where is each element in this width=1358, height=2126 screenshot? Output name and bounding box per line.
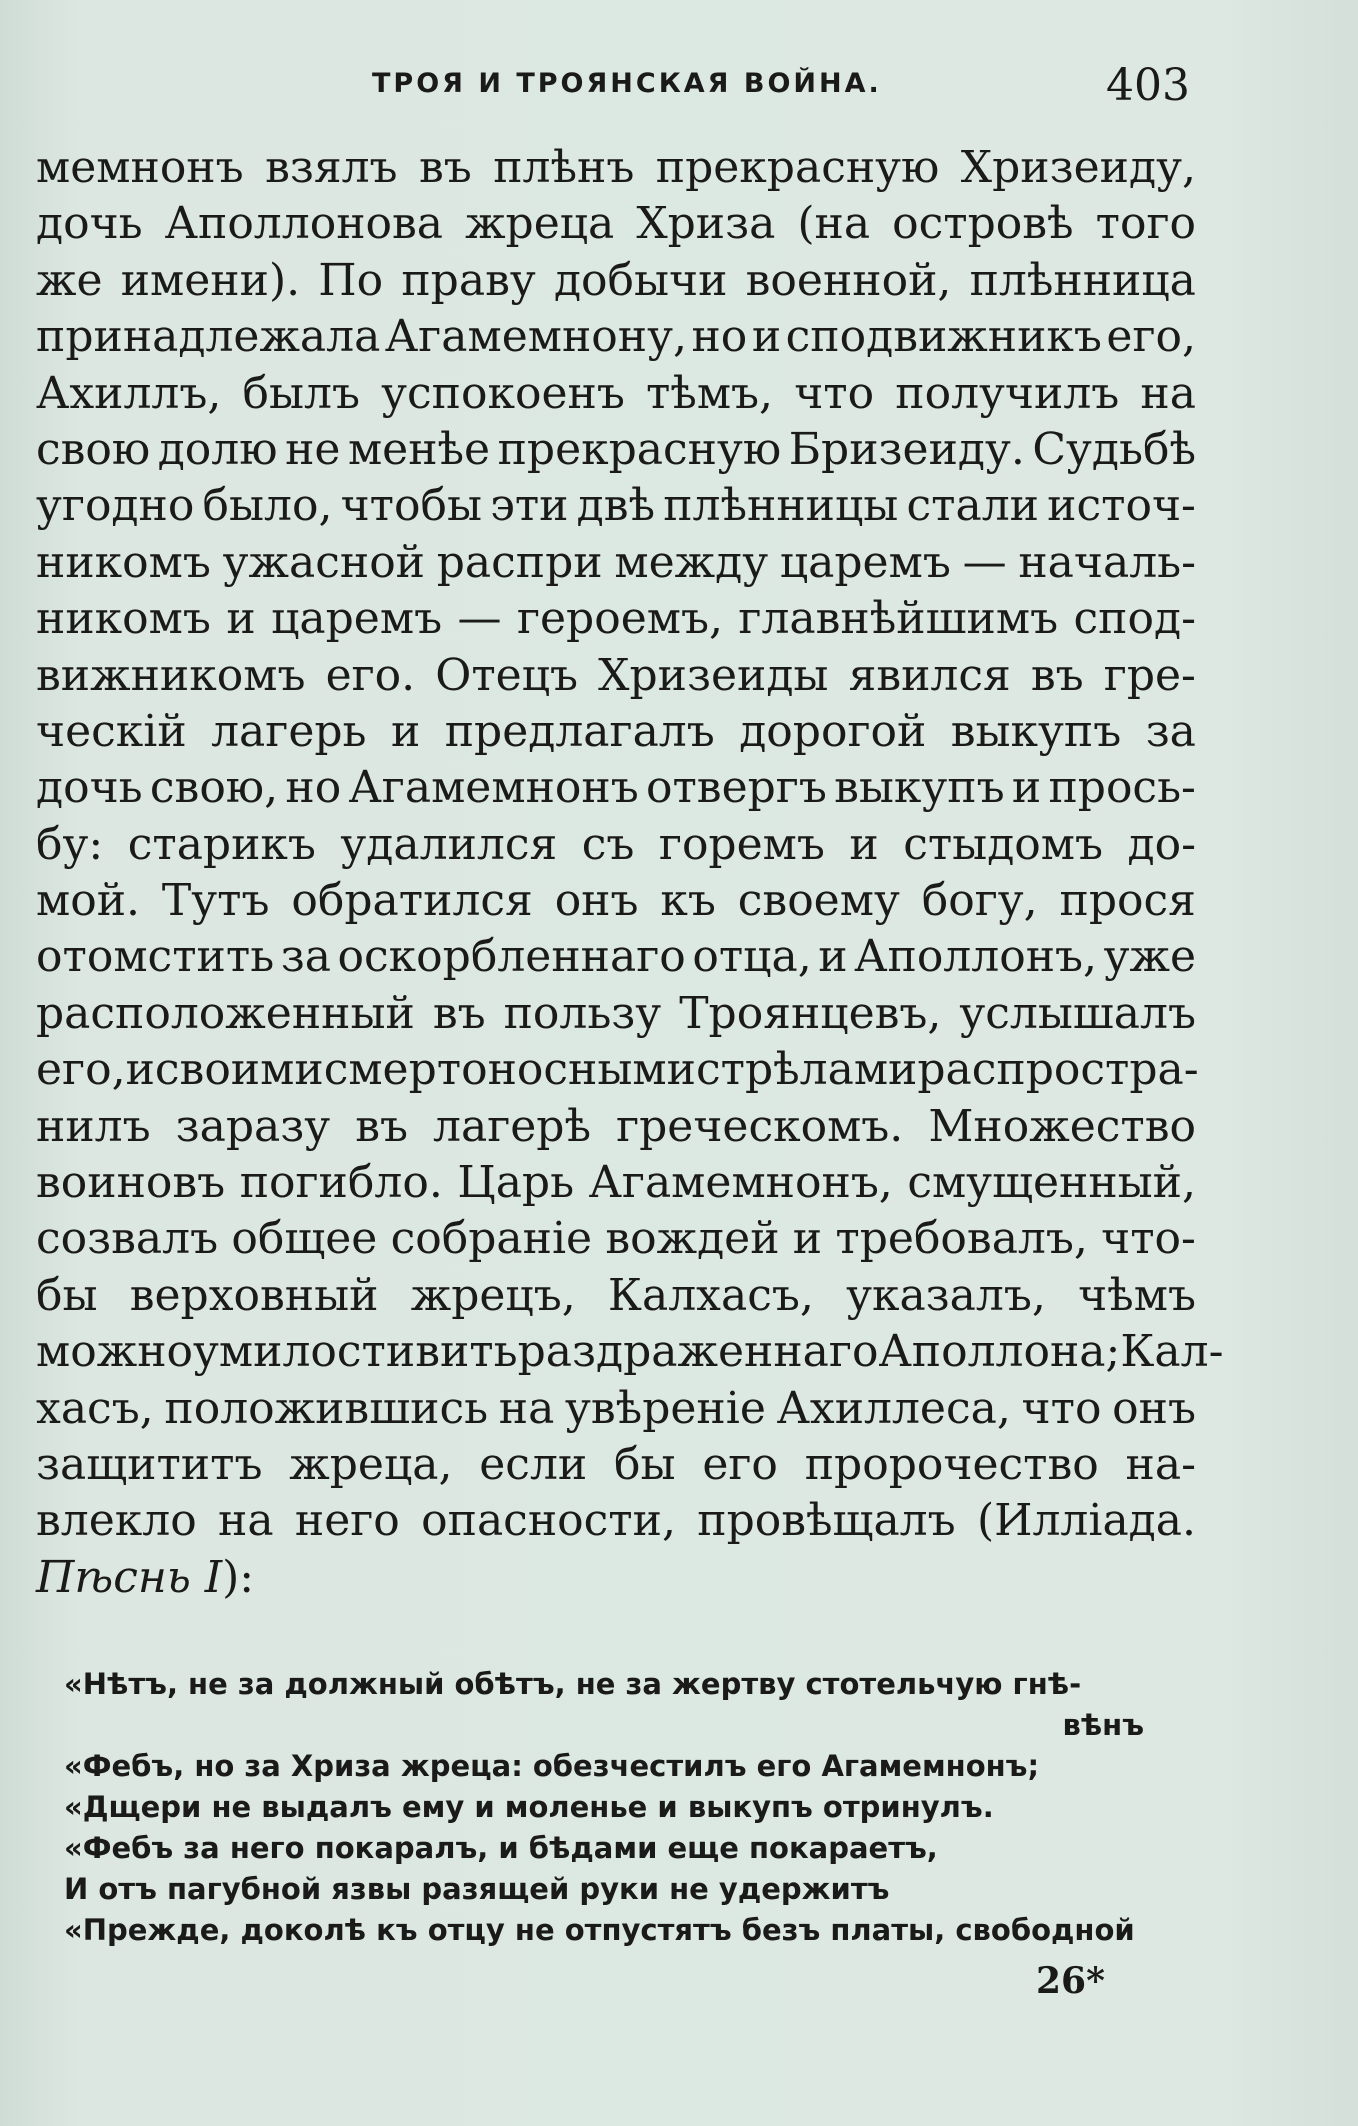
text-line: его, и своими смертоносными стрѣлами распростра-	[36, 1044, 1199, 1096]
text-line: хасъ, положившись на увѣреніе Ахиллеса, что онъ	[36, 1382, 1196, 1434]
text-line: расположенный въ пользу Троянцевъ, услышалъ	[36, 987, 1196, 1039]
text-line: угодно было, чтобы эти двѣ плѣнницы стали источ-	[36, 480, 1196, 532]
text-line: отомстить за оскорбленнаго отца, и Аполлонъ, уже	[36, 931, 1196, 983]
text-line: нилъ заразу въ лагерѣ греческомъ. Множество	[36, 1100, 1196, 1152]
text-line: же имени). По праву добычи военной, плѣнница	[36, 254, 1196, 306]
text-line: никомъ и царемъ — героемъ, главнѣйшимъ спод-	[36, 593, 1196, 645]
text-line: созвалъ общее собраніе вождей и требовалъ, что-	[36, 1213, 1196, 1265]
page-number: 403	[1106, 60, 1190, 111]
text-line: свою долю не менѣе прекрасную Бризеиду. Судьбѣ	[36, 423, 1196, 475]
verse-line: «Фебъ, но за Хриза жреца: обезчестилъ его Агамемнонъ;	[64, 1749, 1040, 1783]
verse-line: «Фебъ за него покаралъ, и бѣдами еще покараетъ,	[64, 1831, 938, 1865]
page-header	[0, 60, 1358, 130]
verse-line: «Дщери не выдалъ ему и моленье и выкупъ отринулъ.	[64, 1790, 994, 1824]
text-line: мой. Тутъ обратился онъ къ своему богу, прося	[36, 875, 1196, 927]
text-line: влекло на него опасности, провѣщалъ (Илліада.	[36, 1495, 1196, 1547]
text-line: бу: старикъ удалился съ горемъ и стыдомъ до-	[36, 818, 1196, 870]
verse-line: И отъ пагубной язвы разящей руки не удержитъ	[64, 1872, 890, 1906]
citation-italic: Пѣснь I	[36, 1551, 223, 1603]
text-line: воиновъ погибло. Царь Агамемнонъ, смущенный,	[36, 1157, 1196, 1209]
text-line: защититъ жреца, если бы его пророчество на-	[36, 1438, 1196, 1490]
running-title: ТРОЯ И ТРОЯНСКАЯ ВОЙНА.	[372, 68, 882, 99]
text-line: мемнонъ взялъ въ плѣнъ прекрасную Хризеиду,	[36, 142, 1196, 193]
text-line: принадлежала Агамемнону, но и сподвижникъ его,	[36, 311, 1196, 363]
text-line-last	[36, 1550, 1196, 1606]
text-line: бы верховный жрецъ, Калхасъ, указалъ, чѣмъ	[36, 1269, 1196, 1321]
text-line: ческій лагерь и предлагалъ дорогой выкупъ за	[36, 705, 1196, 757]
text-line: Ахиллъ, былъ успокоенъ тѣмъ, что получилъ на	[36, 367, 1196, 419]
verse-line: вѣнъ	[1062, 1708, 1144, 1742]
signature-mark: 26*	[1036, 1960, 1105, 2002]
verse-line: «Прежде, доколѣ къ отцу не отпустятъ безъ платы, свободной	[64, 1913, 1135, 1947]
verse-quotation	[64, 1664, 1214, 1951]
body-paragraph	[36, 140, 1224, 1606]
verse-line: «Нѣтъ, не за должный обѣтъ, не за жертву стотельчую гнѣ-	[64, 1667, 1082, 1701]
text-line: дочь Аполлонова жреца Хриза (на островѣ того	[36, 198, 1196, 250]
citation-tail: ):	[222, 1551, 255, 1603]
text-line: дочь свою, но Агамемнонъ отвергъ выкупъ и прось-	[36, 762, 1196, 814]
text-line: вижникомъ его. Отецъ Хризеиды явился въ гре-	[36, 649, 1196, 701]
text-line: можно умилостивить раздраженнаго Аполлона; Кал-	[36, 1326, 1224, 1378]
text-line: никомъ ужасной распри между царемъ — началь-	[36, 536, 1196, 588]
